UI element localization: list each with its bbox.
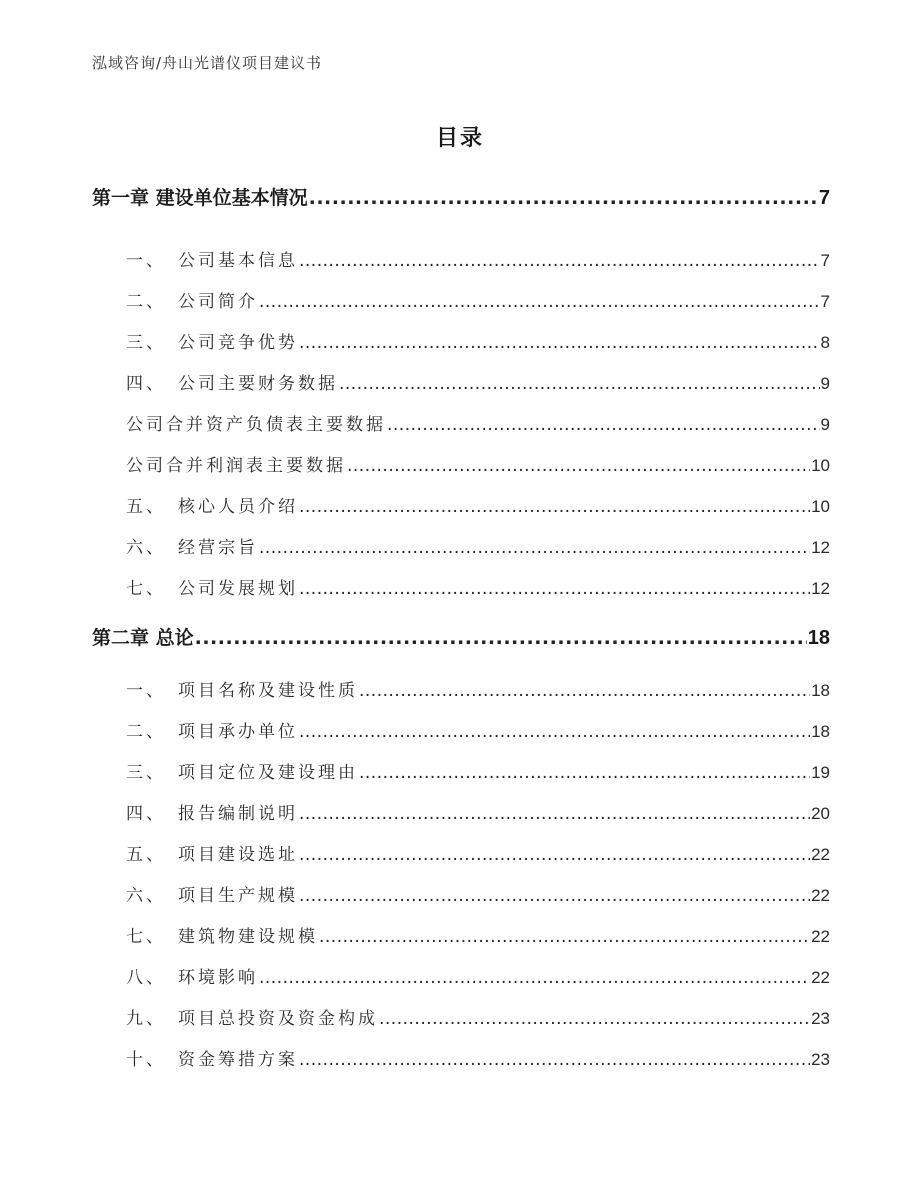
dot-leader [347, 456, 810, 476]
dot-leader [259, 538, 810, 558]
toc-label: 公司主要财务数据 [178, 374, 338, 394]
toc-page-number: 18 [811, 681, 830, 700]
toc-entry[interactable] [92, 963, 830, 988]
toc-label: 项目承办单位 [178, 722, 298, 742]
toc-page-number: 23 [811, 1050, 830, 1069]
toc-entry[interactable] [92, 574, 830, 599]
toc-page-number: 8 [820, 333, 830, 352]
toc-number: 四、 [126, 804, 166, 824]
toc-label: 公司基本信息 [178, 251, 298, 271]
toc-label: 项目名称及建设性质 [178, 681, 358, 701]
toc-label: 核心人员介绍 [178, 497, 298, 517]
toc-label: 项目建设选址 [178, 845, 298, 865]
toc-number: 十、 [126, 1050, 166, 1070]
dot-leader [299, 804, 810, 824]
toc-label: 经营宗旨 [178, 538, 258, 558]
toc-number: 九、 [126, 1009, 166, 1029]
toc-number: 二、 [126, 722, 166, 742]
toc-page-number: 7 [820, 251, 830, 270]
toc-number: 一、 [126, 681, 166, 701]
toc-entry[interactable] [92, 1045, 830, 1070]
toc-page-number: 18 [811, 722, 830, 741]
dot-leader [259, 292, 820, 312]
toc-number: 六、 [126, 886, 166, 906]
toc-page-number: 23 [811, 1009, 830, 1028]
toc-chapter-1[interactable] [92, 183, 830, 210]
toc-number: 三、 [126, 763, 166, 783]
toc-number: 七、 [126, 927, 166, 947]
toc-page-number: 19 [811, 763, 830, 782]
toc-entry[interactable] [92, 533, 830, 558]
toc-page-number: 20 [811, 804, 830, 823]
toc-number: 七、 [126, 579, 166, 599]
toc-entry[interactable] [92, 922, 830, 947]
dot-leader [299, 886, 810, 906]
toc-label: 第一章 建设单位基本情况 [92, 187, 308, 209]
toc-entry[interactable] [92, 246, 830, 271]
toc-number: 五、 [126, 845, 166, 865]
dot-leader [259, 968, 810, 988]
toc-label: 项目总投资及资金构成 [178, 1009, 378, 1029]
toc-entry[interactable] [92, 410, 830, 435]
toc-number: 五、 [126, 497, 166, 517]
toc-number: 二、 [126, 292, 166, 312]
toc-page-number: 12 [811, 579, 830, 598]
toc-number: 四、 [126, 374, 166, 394]
dot-leader [319, 927, 810, 947]
toc-entry[interactable] [92, 676, 830, 701]
toc-number: 八、 [126, 968, 166, 988]
toc-page-number: 22 [811, 845, 830, 864]
dot-leader [359, 763, 810, 783]
toc-label: 公司合并利润表主要数据 [126, 456, 346, 476]
toc-page-number: 22 [811, 927, 830, 946]
dot-leader [299, 497, 810, 517]
dot-leader [299, 845, 810, 865]
toc-entry[interactable] [92, 287, 830, 312]
toc-label: 公司合并资产负债表主要数据 [126, 415, 386, 435]
toc-page-number: 9 [820, 374, 830, 393]
dot-leader [195, 627, 807, 649]
toc-label: 项目定位及建设理由 [178, 763, 358, 783]
toc-label: 建筑物建设规模 [178, 927, 318, 947]
toc-number: 三、 [126, 333, 166, 353]
toc-label: 项目生产规模 [178, 886, 298, 906]
dot-leader [299, 1050, 810, 1070]
toc-label: 资金筹措方案 [178, 1050, 298, 1070]
toc-entry[interactable] [92, 881, 830, 906]
toc-page-number: 7 [820, 292, 830, 311]
toc-label: 环境影响 [178, 968, 258, 988]
toc-entry[interactable] [92, 451, 830, 476]
toc-number: 六、 [126, 538, 166, 558]
toc-label: 公司发展规划 [178, 579, 298, 599]
toc-label: 公司简介 [178, 292, 258, 312]
toc-entry[interactable] [92, 840, 830, 865]
toc-label: 报告编制说明 [178, 804, 298, 824]
dot-leader [339, 374, 820, 394]
dot-leader [299, 579, 810, 599]
dot-leader [299, 722, 810, 742]
toc-page-number: 12 [811, 538, 830, 557]
toc-page-number: 10 [811, 456, 830, 475]
toc-page-number: 18 [807, 627, 830, 649]
dot-leader [359, 681, 810, 701]
toc-entry[interactable] [92, 1004, 830, 1029]
toc-label: 公司竞争优势 [178, 333, 298, 353]
toc-page-number: 7 [818, 187, 830, 209]
toc-entry[interactable] [92, 328, 830, 353]
toc-entry[interactable] [92, 758, 830, 783]
toc-entry[interactable] [92, 492, 830, 517]
toc-page-number: 10 [811, 497, 830, 516]
dot-leader [299, 333, 820, 353]
toc-entry[interactable] [92, 717, 830, 742]
toc-page-number: 22 [811, 886, 830, 905]
document-header: 泓域咨询/舟山光谱仪项目建议书 [92, 54, 323, 72]
toc-entry[interactable] [92, 799, 830, 824]
toc-page-number: 9 [820, 415, 830, 434]
dot-leader [309, 187, 818, 209]
toc-number: 一、 [126, 251, 166, 271]
toc-page-number: 22 [811, 968, 830, 987]
toc-title: 目录 [435, 126, 484, 151]
dot-leader [387, 415, 820, 435]
dot-leader [379, 1009, 810, 1029]
dot-leader [299, 251, 820, 271]
toc-label: 第二章 总论 [92, 627, 194, 649]
toc-entry[interactable] [92, 369, 830, 394]
toc-chapter-2[interactable] [92, 623, 830, 650]
